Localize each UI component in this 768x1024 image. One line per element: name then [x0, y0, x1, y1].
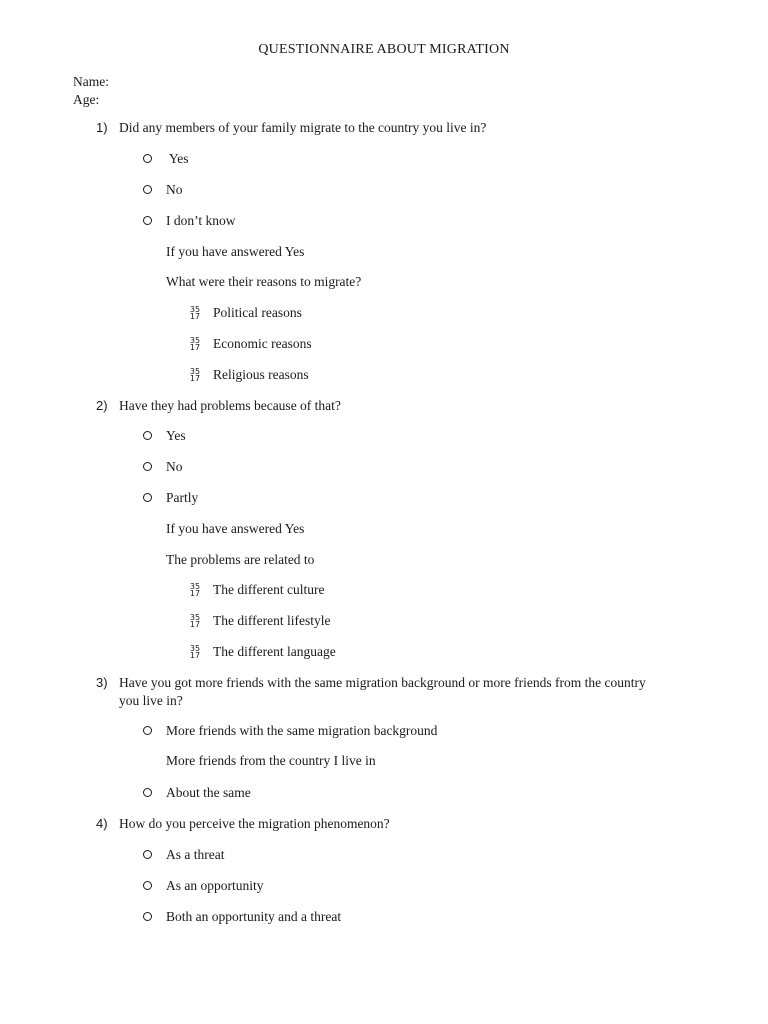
sub-option-label: The different culture: [213, 582, 325, 597]
sub-option-label: The different lifestyle: [213, 613, 331, 628]
option-label: Yes: [166, 151, 189, 166]
question-text: Did any members of your family migrate to the country you live in?: [119, 120, 487, 135]
question-1-followup-question: What were their reasons to migrate?: [166, 274, 362, 289]
sub-option-label: Economic reasons: [213, 336, 312, 351]
question-text: Have they had problems because of that?: [119, 398, 341, 413]
option-label: As a threat: [166, 847, 225, 862]
checkbox-glyph-icon[interactable]: 35 17: [189, 336, 201, 352]
question-number: 4): [96, 816, 108, 831]
question-text-line-2: you live in?: [119, 693, 183, 708]
option-label: More friends from the country I live in: [166, 753, 376, 768]
checkbox-glyph-icon[interactable]: 35 17: [189, 367, 201, 383]
radio-circle-icon[interactable]: [143, 462, 152, 471]
option-label: About the same: [166, 785, 251, 800]
checkbox-glyph-icon[interactable]: 35 17: [189, 644, 201, 660]
checkbox-glyph-icon[interactable]: 35 17: [189, 613, 201, 629]
option-label: More friends with the same migration background: [166, 723, 438, 738]
name-field-label: Name:: [73, 74, 109, 89]
age-field-label: Age:: [73, 92, 100, 107]
sub-option-label: Religious reasons: [213, 367, 309, 382]
option-label: Both an opportunity and a threat: [166, 909, 342, 924]
sub-option-label: Political reasons: [213, 305, 302, 320]
question-text-line-1: Have you got more friends with the same migration background or more friends from the country: [119, 675, 646, 690]
option-label: Partly: [166, 490, 199, 505]
radio-circle-icon[interactable]: [143, 216, 152, 225]
option-label: Yes: [166, 428, 186, 443]
question-number: 1): [96, 120, 108, 135]
radio-circle-icon[interactable]: [143, 431, 152, 440]
document-title: QUESTIONNAIRE ABOUT MIGRATION: [258, 42, 510, 57]
question-text: How do you perceive the migration phenomenon?: [119, 816, 390, 831]
sub-option-label: The different language: [213, 644, 336, 659]
question-number: 3): [96, 675, 108, 690]
radio-circle-icon[interactable]: [143, 881, 152, 890]
radio-circle-icon[interactable]: [143, 493, 152, 502]
checkbox-glyph-icon[interactable]: 35 17: [189, 305, 201, 321]
radio-circle-icon[interactable]: [143, 912, 152, 921]
option-label: I don’t know: [166, 213, 236, 228]
question-number: 2): [96, 398, 108, 413]
radio-circle-icon[interactable]: [143, 850, 152, 859]
question-2-followup-condition: If you have answered Yes: [166, 521, 305, 536]
radio-circle-icon[interactable]: [143, 726, 152, 735]
option-label: No: [166, 182, 183, 197]
radio-circle-icon[interactable]: [143, 154, 152, 163]
option-label: No: [166, 459, 183, 474]
radio-circle-icon[interactable]: [143, 788, 152, 797]
radio-circle-icon[interactable]: [143, 185, 152, 194]
option-label: As an opportunity: [166, 878, 264, 893]
question-2-followup-question: The problems are related to: [166, 552, 315, 567]
question-1-followup-condition: If you have answered Yes: [166, 244, 305, 259]
checkbox-glyph-icon[interactable]: 35 17: [189, 582, 201, 598]
